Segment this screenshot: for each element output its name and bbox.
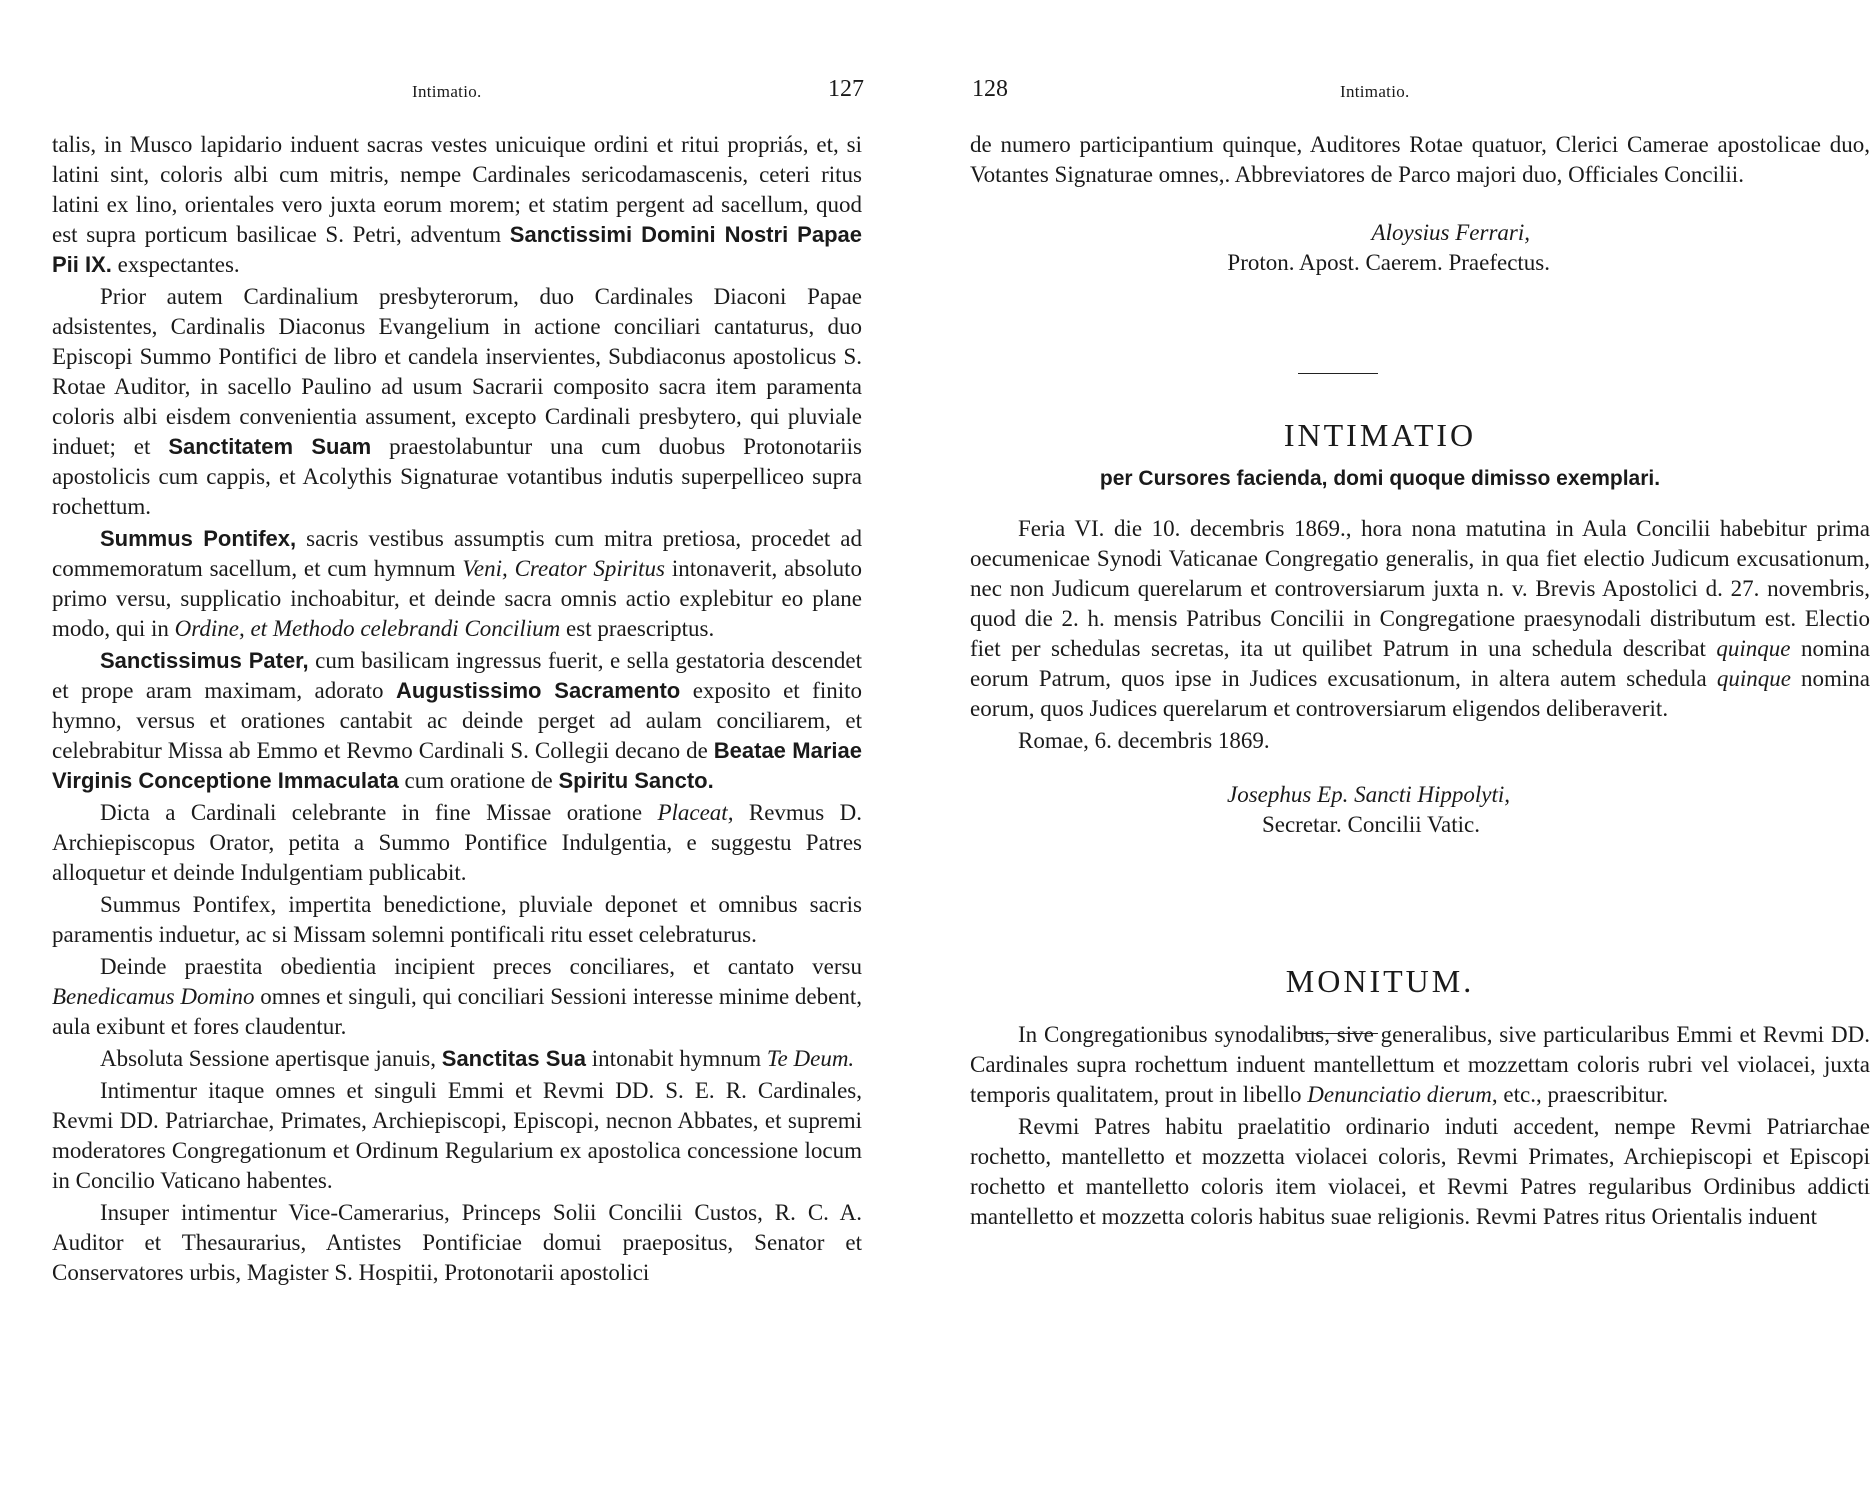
text-run: Absoluta Sessione apertisque januis, <box>100 1046 442 1071</box>
section-subheading: per Cursores facienda, domi quoque dimisso exemplari. <box>1099 467 1661 490</box>
text-run: Revmi Patres habitu praelatitio ordinario induti accedent, nempe Revmi Patriarchae rochetto, mantelletto et mozzetta violacei coloris, Revmi Primates, Archiepiscopi et Episcopi rochetto et mantelletto coloris item violacei, et Revmi Patres regularibus Ordinibus addicti mantelletto et mozzetta coloris habitus suae religionis. Revmi Patres ritus Orientalis induent <box>970 1114 1870 1229</box>
signature-title: Proton. Apost. Caerem. Praefectus. <box>1227 250 1550 275</box>
left-page <box>0 0 904 1500</box>
running-head: Intimatio. <box>1340 82 1410 101</box>
italic-text-run: Ordine, et Methodo celebrandi Concilium <box>174 616 561 641</box>
text-run: sacris vestibus assumptis cum mitra pretiosa, procedet ad commemoratum sacellum, et cum hymnum <box>52 526 862 581</box>
italic-text-run: Placeat, <box>657 800 734 825</box>
text-run: Prior autem Cardinalium presbyterorum, duo Cardinales Diaconi Papae adsistentes, Cardinalis Diaconus Evangelium in actione conciliari cantaturus, duo Episcopi Summo Pontifici de libro et candela inservientes, Subdiaconus apostolicus S. Rotae Auditor, in sacello Paulino ad usum Sacrarii composito sacra item paramenta coloris albi eisdem convenientia assument, excepto Cardinali presbytero, qui pluviale induet; et <box>52 284 862 459</box>
text-run: praestolabuntur una cum duobus Protonotariis apostolicis cum cappis, et Acolythis Signaturae votantibus indutis superpelliceo supra rochettum. <box>52 434 862 519</box>
paragraph <box>52 646 862 796</box>
body-text <box>52 130 862 1290</box>
italic-text-run: quinque <box>1716 636 1791 661</box>
text-run: omnes et singuli, qui conciliari Sessioni interesse minime debent, aula exibunt et fores claudentur. <box>52 984 862 1039</box>
text-run: Summus Pontifex, impertita benedictione, pluviale deponet et omnibus sacris paramentis induetur, ac si Missam solemni pontificali ritu esset celebraturus. <box>52 892 862 947</box>
italic-text-run: Benedicamus Domino <box>52 984 255 1009</box>
italic-text-run: Veni, Creator Spiritus <box>462 556 665 581</box>
italic-text-run: quinque <box>1716 666 1791 691</box>
text-run: Revmus D. Archiepiscopus Orator, petita a Summo Pontifice Indulgentia, e suggestu Patres alloquetur et deinde Indulgentiam publicabit. <box>52 800 863 885</box>
text-run: exspectantes. <box>111 252 240 277</box>
running-head: Intimatio. <box>412 82 482 101</box>
paragraph <box>52 524 862 644</box>
section-heading: INTIMATIO <box>1283 417 1477 453</box>
paragraph <box>52 952 862 1042</box>
paragraph <box>52 1044 862 1074</box>
bold-text-run: Sanctissimi Domini Nostri Papae Pii IX. <box>52 222 862 277</box>
italic-text-run: Te Deum. <box>766 1046 855 1071</box>
signature-name: Josephus Ep. Sancti Hippolyti, <box>1227 782 1510 807</box>
text-run: , etc., praescribitur. <box>1491 1082 1669 1107</box>
text-run: Insuper intimentur Vice-Camerarius, Princeps Solii Concilii Custos, R. C. A. Auditor et Thesaurarius, Antistes Pontificiae domui praepositus, Senator et Conservatores urbis, Magister S. Hospitii, Protonotarii apostolici <box>52 1200 862 1285</box>
text-run: Feria VI. die 10. decembris 1869., hora nona matutina in Aula Concilii habebitur prima oecumenicae Synodi Vaticanae Congregatio generalis, in qua fiet electio Judicum excusationum, nec non Judicum querelarum et controversiarum juxta n. v. Brevis Apostolici d. 27. novembris, quod die 2. h. mensis Patribus Concilii in Congregatione praesynodali distributum est. Electio fiet per schedulas secretas, ita ut quilibet Patrum in una schedula describat <box>970 516 1870 661</box>
paragraph <box>970 1020 1870 1110</box>
section-heading: MONITUM. <box>1285 963 1475 999</box>
bold-text-run: Summus Pontifex, <box>100 526 297 551</box>
text-run: est praescriptus. <box>560 616 715 641</box>
text-run: cum basilicam ingressus fuerit, e sella gestatoria descendet et prope aram maximam, adorato <box>52 648 862 703</box>
paragraph <box>52 1198 862 1288</box>
paragraph <box>970 726 1870 756</box>
text-run: Romae, 6. decembris 1869. <box>1018 728 1270 753</box>
text-run: cum oratione de <box>398 768 559 793</box>
page-number: 128 <box>972 76 1008 102</box>
bold-text-run: Spiritu Sancto. <box>558 768 714 793</box>
signature-name: Aloysius Ferrari, <box>1371 220 1530 245</box>
right-page <box>960 0 1870 1500</box>
text-run: Deinde praestita obedientia incipient preces conciliares, et cantato versu <box>100 954 862 979</box>
page-number: 127 <box>828 76 864 102</box>
text-run: nomina eorum Patrum, quos ipse in Judices excusationum, in altera autem schedula <box>970 636 1870 691</box>
paragraph <box>970 514 1870 724</box>
text-run: In Congregationibus synodalibus, sive generalibus, sive particularibus Emmi et Revmi DD. Cardinales supra rochettum induent mantellettum et mozzettam coloris rubri vel violacei, juxta temporis qualitatem, prout in libello <box>970 1022 1870 1107</box>
paragraph <box>52 1076 862 1196</box>
bold-text-run: Sanctitas Sua <box>441 1046 587 1071</box>
bold-text-run: Beatae Mariae Virginis Conceptione Immaculata <box>52 738 862 793</box>
body-text <box>970 130 1870 1234</box>
paragraph <box>52 282 862 522</box>
bold-text-run: Sanctitatem Suam <box>168 434 372 459</box>
signature-title: Secretar. Concilii Vatic. <box>1261 812 1480 837</box>
paragraph <box>52 130 862 280</box>
text-run: intonabit hymnum <box>586 1046 767 1071</box>
paragraph <box>52 798 862 888</box>
paragraph <box>970 1112 1870 1232</box>
bold-text-run: Augustissimo Sacramento <box>395 678 681 703</box>
divider-rule <box>1298 373 1378 374</box>
text-run: Dicta a Cardinali celebrante in fine Missae oratione <box>100 800 658 825</box>
continuation-paragraph: de numero participantium quinque, Auditores Rotae quatuor, Clerici Camerae apostolicae duo, Votantes Signaturae omnes,. Abbreviatores de Parco majori duo, Officiales Concilii. <box>970 132 1870 187</box>
text-run: exposito et finito hymno, versus et orationes cantabit ac deinde perget ad aulam conciliarem, et celebrabitur Missa ab Emmo et Revmo Cardinali S. Collegii decano de <box>52 678 862 763</box>
text-run: Intimentur itaque omnes et singuli Emmi et Revmi DD. S. E. R. Cardinales, Revmi DD. Patriarchae, Primates, Archiepiscopi, Episcopi, necnon Abbates, et supremi moderatores Congregationum et Ordinum Regularium ex apostolica concessione locum in Concilio Vaticano habentes. <box>52 1078 862 1193</box>
paragraph <box>52 890 862 950</box>
bold-text-run: Sanctissimus Pater, <box>100 648 309 673</box>
divider-rule <box>1298 1033 1378 1034</box>
italic-text-run: Denunciatio dierum <box>1307 1082 1492 1107</box>
text-run: nomina eorum, quos Judices querelarum et controversiarum eligendos deliberaverit. <box>970 666 1870 721</box>
text-run: intonaverit, absoluto primo versu, supplicatio inchoabitur, et deinde sacra omnis actio explebitur eo plane modo, qui in <box>52 556 862 641</box>
text-run: talis, in Musco lapidario induent sacras vestes unicuique ordini et ritui propriás, et, si latini sint, coloris albi cum mitris, nempe Cardinales sericodamascenis, ceteri ritus latini ex lino, orientales vero juxta eorum morem; et statim pergent ad sacellum, quod est supra porticum basilicae S. Petri, adventum <box>52 132 862 247</box>
